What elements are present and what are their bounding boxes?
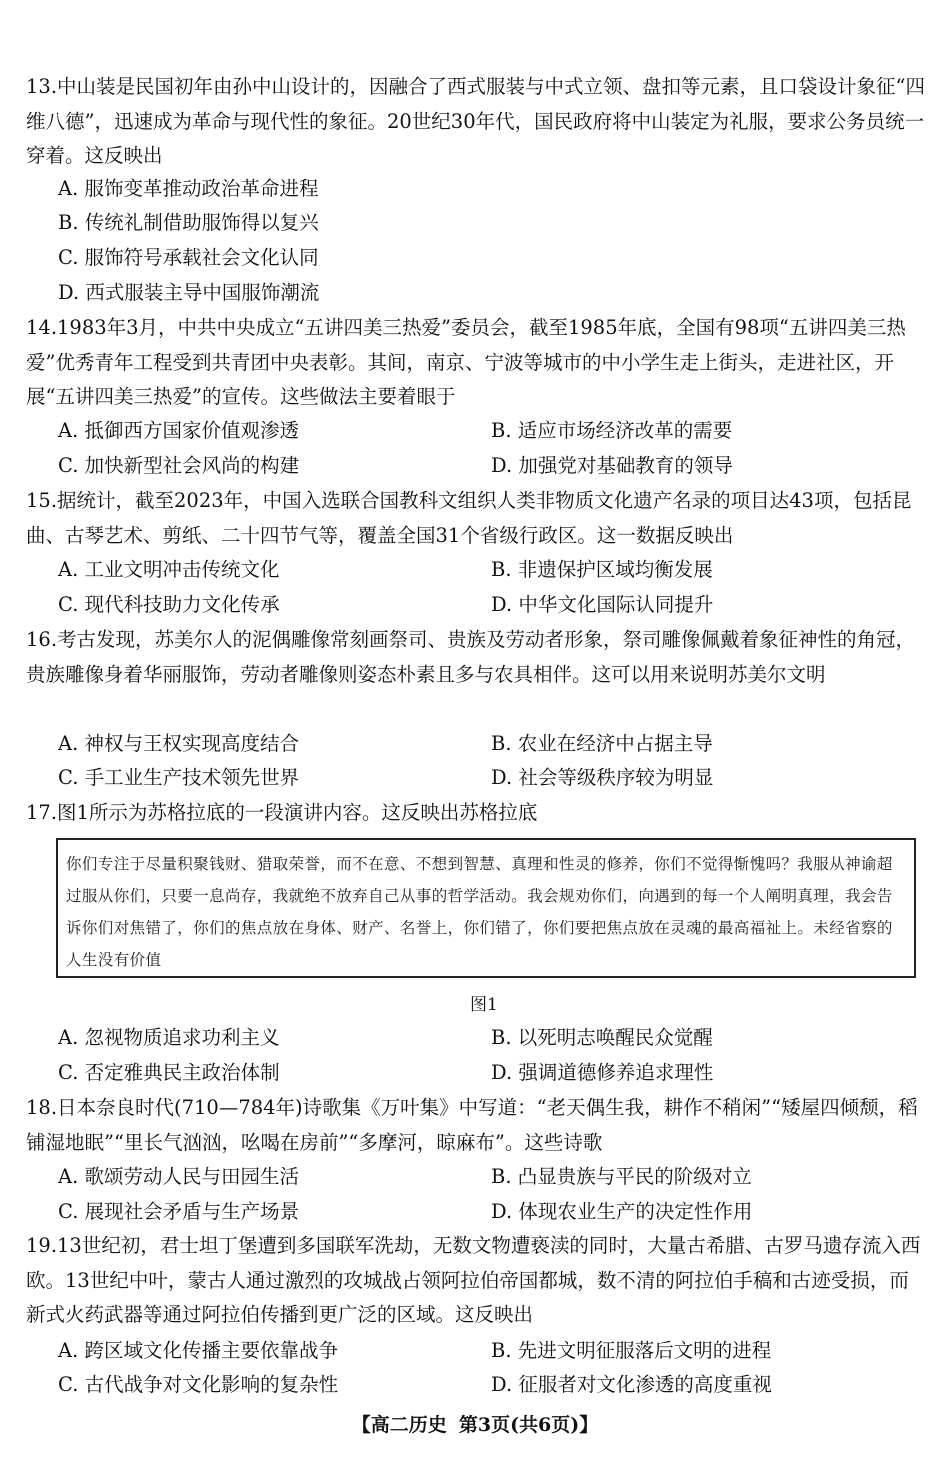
option-c: C. 加快新型社会风尚的构建 [58,454,300,477]
footer-subject: 【高二历史 [351,1414,447,1436]
option-d: D. 加强党对基础教育的领导 [491,454,733,477]
option-a: A. 歌颂劳动人民与田园生活 [58,1165,299,1188]
option-a: A. 跨区域文化传播主要依靠战争 [58,1339,338,1362]
option-c: C. 现代科技助力文化传承 [58,593,280,616]
option-b: B. 非遗保护区域均衡发展 [491,558,713,581]
option-d: D. 体现农业生产的决定性作用 [491,1200,753,1223]
question-19 [26,1229,928,1333]
option-d: D. 西式服装主导中国服饰潮流 [58,281,320,304]
option-d: D. 强调道德修养追求理性 [491,1061,714,1084]
footer-page-number: 第3页(共6页)】 [458,1414,599,1436]
option-c: C. 手工业生产技术领先世界 [58,766,300,789]
option-a: A. 服饰变革推动政治革命进程 [58,177,319,200]
option-d: D. 社会等级秩序较为明显 [491,766,714,789]
figure-caption: 图1 [470,995,498,1015]
question-stem: 14.1983年3月，中共中央成立“五讲四美三热爱”委员会，截至1985年底，全国有98项“五讲四美三热爱”优秀青年工程受到共青团中央表彰。其间，南京、宁波等城市的中小学生走上街头，走进社区，开展“五讲四美三热爱”的宣传。这些做法主要着眼于 [26,316,906,409]
question-13 [26,70,928,174]
question-stem: 13.中山装是民国初年由孙中山设计的，因融合了西式服装与中式立领、盘扣等元素，且口袋设计象征“四维八德”，迅速成为革命与现代性的象征。20世纪30年代，国民政府将中山装定为礼服，要求公务员统一穿着。这反映出 [26,75,925,168]
option-b: B. 以死明志唤醒民众觉醒 [491,1026,713,1049]
option-b: B. 适应市场经济改革的需要 [491,419,733,442]
question-stem: 17.图1所示为苏格拉底的一段演讲内容。这反映出苏格拉底 [26,801,538,824]
option-b: B. 凸显贵族与平民的阶级对立 [491,1165,752,1188]
option-a: A. 抵御西方国家价值观渗透 [58,419,299,442]
option-b: B. 传统礼制借助服饰得以复兴 [58,211,319,234]
option-a: A. 忽视物质追求功利主义 [58,1026,280,1049]
option-b: B. 先进文明征服落后文明的进程 [491,1339,772,1362]
question-stem: 18.日本奈良时代(710—784年)诗歌集《万叶集》中写道：“老天偶生我，耕作不稍闲”“矮屋四倾颓，稻铺湿地眠”“里长气汹汹，吆喝在房前”“多摩河，晾麻布”。这些诗歌 [26,1096,918,1154]
page-footer [0,1410,950,1437]
option-a: A. 神权与王权实现高度结合 [58,732,299,755]
question-stem: 16.考古发现，苏美尔人的泥偶雕像常刻画祭司、贵族及劳动者形象，祭司雕像佩戴着象征神性的角冠，贵族雕像身着华丽服饰，劳动者雕像则姿态朴素且多与农具相伴。这可以用来说明苏美尔文明 [26,628,916,686]
question-stem: 19.13世纪初，君士坦丁堡遭到多国联军洗劫，无数文物遭亵渎的同时，大量古希腊、古罗马遗存流入西欧。13世纪中叶，蒙古人通过激烈的攻城战占领阿拉伯帝国都城，数不清的阿拉伯手稿和古迹受损，而新式火药武器等通过阿拉伯传播到更广泛的区域。这反映出 [26,1234,921,1327]
question-stem: 15.据统计，截至2023年，中国入选联合国教科文组织人类非物质文化遗产名录的项目达43项，包括昆曲、古琴艺术、剪纸、二十四节气等，覆盖全国31个省级行政区。这一数据反映出 [26,489,912,547]
question-17 [26,796,928,831]
option-c: C. 展现社会矛盾与生产场景 [58,1200,300,1223]
option-c: C. 服饰符号承载社会文化认同 [58,246,319,269]
option-d: D. 征服者对文化渗透的高度重视 [491,1373,772,1396]
option-c: C. 否定雅典民主政治体制 [58,1061,280,1084]
option-b: B. 农业在经济中占据主导 [491,732,713,755]
option-d: D. 中华文化国际认同提升 [491,593,714,616]
question-18 [26,1091,928,1160]
figure-1-quote-box: 你们专注于尽量积聚钱财、猎取荣誉，而不在意、不想到智慧、真理和性灵的修养，你们不觉得惭愧吗？我服从神谕超过服从你们，只要一息尚存，我就绝不放弃自己从事的哲学活动。我会规劝你们，向遇到的每一个人阐明真理，我会告诉你们对焦错了，你们的焦点放在身体、财产、名誉上，你们错了，你们要把焦点放在灵魂的最高福祉上。未经省察的人生没有价值 [56,838,916,978]
option-a: A. 工业文明冲击传统文化 [58,558,280,581]
question-15 [26,484,928,553]
option-c: C. 古代战争对文化影响的复杂性 [58,1373,339,1396]
question-16 [26,623,928,692]
question-14 [26,311,928,415]
